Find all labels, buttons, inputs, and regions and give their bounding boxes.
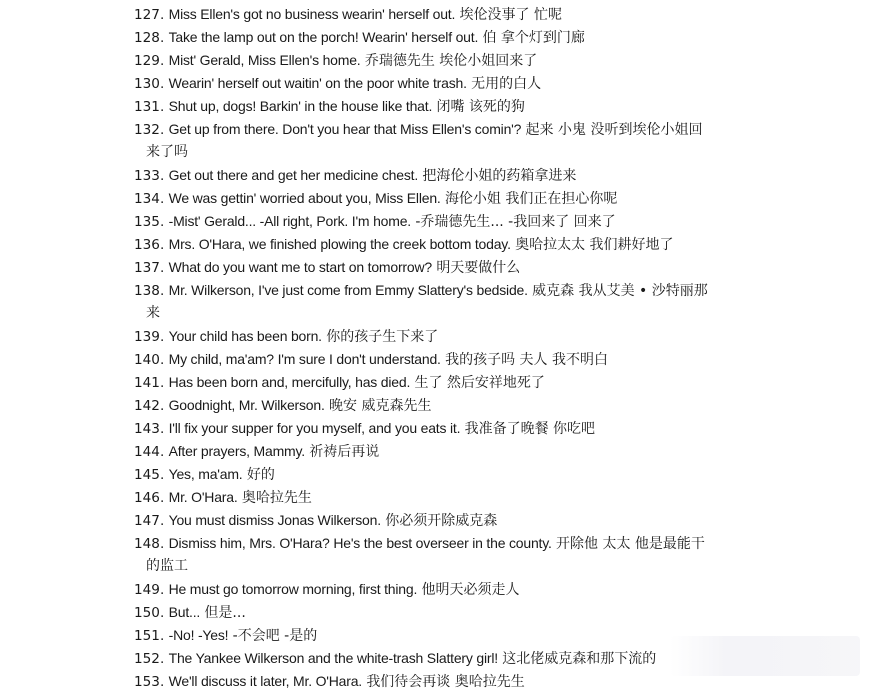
subtitle-line-150: 150. But... 但是... xyxy=(134,604,246,621)
subtitle-line-133: 133. Get out there and get her medicine chest. 把海伦小姐的药箱拿进来 xyxy=(134,167,577,184)
subtitle-line-127: 127. Miss Ellen's got no business wearin' herself out. 埃伦没事了 忙呢 xyxy=(134,6,562,23)
watermark-overlay xyxy=(670,636,860,676)
subtitle-line-132-continuation: 来了吗 xyxy=(146,144,188,160)
subtitle-line-143: 143. I'll fix your supper for you myself, and you eats it. 我准备了晚餐 你吃吧 xyxy=(134,420,596,437)
subtitle-line-138-continuation: 来 xyxy=(146,305,160,321)
subtitle-line-151: 151. -No! -Yes! -不会吧 -是的 xyxy=(134,627,318,644)
subtitle-line-149: 149. He must go tomorrow morning, first thing. 他明天必须走人 xyxy=(134,581,520,598)
subtitle-line-152: 152. The Yankee Wilkerson and the white-trash Slattery girl! 这北佬威克森和那下流的 xyxy=(134,650,657,667)
subtitle-line-135: 135. -Mist' Gerald... -All right, Pork. I'm home. -乔瑞德先生... -我回来了 回来了 xyxy=(134,213,616,230)
subtitle-line-144: 144. After prayers, Mammy. 祈祷后再说 xyxy=(134,443,380,460)
subtitle-line-146: 146. Mr. O'Hara. 奥哈拉先生 xyxy=(134,489,312,506)
subtitle-line-148-continuation: 的监工 xyxy=(146,558,188,574)
subtitle-line-145: 145. Yes, ma'am. 好的 xyxy=(134,466,275,483)
subtitle-line-148: 148. Dismiss him, Mrs. O'Hara? He's the best overseer in the county. 开除他 太太 他是最能干 xyxy=(134,535,705,552)
subtitle-line-128: 128. Take the lamp out on the porch! Wearin' herself out. 伯 拿个灯到门廊 xyxy=(134,29,585,46)
subtitle-line-134: 134. We was gettin' worried about you, Miss Ellen. 海伦小姐 我们正在担心你呢 xyxy=(134,190,618,207)
subtitle-line-147: 147. You must dismiss Jonas Wilkerson. 你必须开除威克森 xyxy=(134,512,498,529)
subtitle-line-153: 153. We'll discuss it later, Mr. O'Hara. 我们待会再谈 奥哈拉先生 xyxy=(134,673,525,690)
subtitle-line-141: 141. Has been born and, mercifully, has died. 生了 然后安祥地死了 xyxy=(134,374,545,391)
subtitle-line-129: 129. Mist' Gerald, Miss Ellen's home. 乔瑞德先生 埃伦小姐回来了 xyxy=(134,52,538,69)
subtitle-line-139: 139. Your child has been born. 你的孩子生下来了 xyxy=(134,328,439,345)
subtitle-line-132: 132. Get up from there. Don't you hear that Miss Ellen's comin'? 起来 小鬼 没听到埃伦小姐回 xyxy=(134,121,703,138)
subtitle-line-131: 131. Shut up, dogs! Barkin' in the house like that. 闭嘴 该死的狗 xyxy=(134,98,525,115)
subtitle-line-142: 142. Goodnight, Mr. Wilkerson. 晚安 威克森先生 xyxy=(134,397,432,414)
subtitle-line-137: 137. What do you want me to start on tomorrow? 明天要做什么 xyxy=(134,259,521,276)
subtitle-line-138: 138. Mr. Wilkerson, I've just come from Emmy Slattery's bedside. 威克森 我从艾美 • 沙特丽那 xyxy=(134,282,708,299)
subtitle-line-136: 136. Mrs. O'Hara, we finished plowing the creek bottom today. 奥哈拉太太 我们耕好地了 xyxy=(134,236,674,253)
subtitle-line-130: 130. Wearin' herself out waitin' on the poor white trash. 无用的白人 xyxy=(134,75,542,92)
subtitle-line-140: 140. My child, ma'am? I'm sure I don't understand. 我的孩子吗 夫人 我不明白 xyxy=(134,351,608,368)
